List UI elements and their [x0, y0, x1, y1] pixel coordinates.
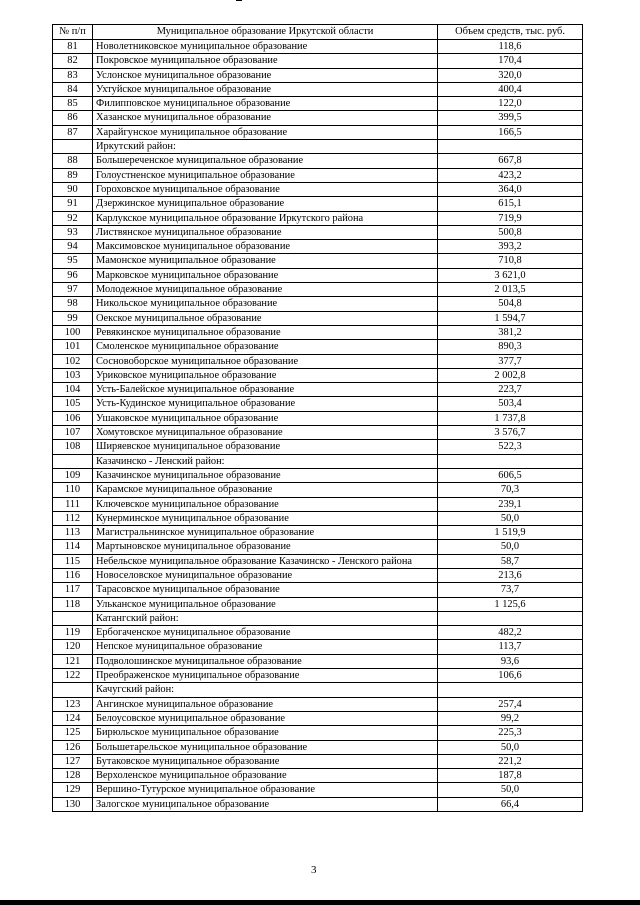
amount-value: 106,6 [438, 669, 583, 683]
municipality-name: Харайгунское муниципальное образование [93, 125, 438, 139]
row-number: 107 [53, 426, 93, 440]
amount-value: 257,4 [438, 697, 583, 711]
table-row [53, 754, 583, 768]
amount-value: 225,3 [438, 726, 583, 740]
section-number-cell [53, 611, 93, 625]
table-row [53, 426, 583, 440]
municipality-name: Никольское муниципальное образование [93, 297, 438, 311]
row-number: 108 [53, 440, 93, 454]
row-number: 118 [53, 597, 93, 611]
table-row [53, 654, 583, 668]
amount-value: 1 125,6 [438, 597, 583, 611]
header-amount: Объем средств, тыс. руб. [438, 25, 583, 40]
municipality-name: Уриковское муниципальное образование [93, 368, 438, 382]
district-heading: Иркутский район: [93, 140, 438, 154]
header-municipality: Муниципальное образование Иркутской области [93, 25, 438, 40]
amount-value: 1 519,9 [438, 526, 583, 540]
amount-value: 482,2 [438, 626, 583, 640]
municipality-name: Усть-Кудинское муниципальное образование [93, 397, 438, 411]
municipality-name: Покровское муниципальное образование [93, 54, 438, 68]
table-row [53, 325, 583, 339]
municipality-name: Дзержинское муниципальное образование [93, 197, 438, 211]
district-section-row [53, 611, 583, 625]
table-row [53, 526, 583, 540]
table-row [53, 268, 583, 282]
top-scan-mark [236, 0, 242, 1]
row-number: 128 [53, 769, 93, 783]
row-number: 123 [53, 697, 93, 711]
table-row [53, 111, 583, 125]
municipality-name: Казачинское муниципальное образование [93, 468, 438, 482]
row-number: 91 [53, 197, 93, 211]
row-number: 86 [53, 111, 93, 125]
table-row [53, 483, 583, 497]
table-row [53, 511, 583, 525]
municipality-name: Ербогаченское муниципальное образование [93, 626, 438, 640]
amount-value: 122,0 [438, 97, 583, 111]
section-value-cell [438, 140, 583, 154]
table-row [53, 669, 583, 683]
municipality-name: Ключевское муниципальное образование [93, 497, 438, 511]
amount-value: 113,7 [438, 640, 583, 654]
table-row [53, 583, 583, 597]
row-number: 113 [53, 526, 93, 540]
amount-value: 1 594,7 [438, 311, 583, 325]
municipality-name: Ухтуйское муниципальное образование [93, 82, 438, 96]
district-section-row [53, 454, 583, 468]
row-number: 88 [53, 154, 93, 168]
row-number: 109 [53, 468, 93, 482]
row-number: 98 [53, 297, 93, 311]
row-number: 130 [53, 797, 93, 811]
municipality-name: Большетарельское муниципальное образование [93, 740, 438, 754]
row-number: 117 [53, 583, 93, 597]
amount-value: 2 013,5 [438, 283, 583, 297]
amount-value: 381,2 [438, 325, 583, 339]
row-number: 85 [53, 97, 93, 111]
table-row [53, 340, 583, 354]
municipality-name: Ушаковское муниципальное образование [93, 411, 438, 425]
row-number: 87 [53, 125, 93, 139]
municipality-name: Небельское муниципальное образование Казачинско - Ленского района [93, 554, 438, 568]
municipality-name: Бирюльское муниципальное образование [93, 726, 438, 740]
amount-value: 2 002,8 [438, 368, 583, 382]
amount-value: 3 576,7 [438, 426, 583, 440]
row-number: 92 [53, 211, 93, 225]
table-row [53, 254, 583, 268]
municipality-name: Кунерминское муниципальное образование [93, 511, 438, 525]
row-number: 112 [53, 511, 93, 525]
municipality-name: Услонское муниципальное образование [93, 68, 438, 82]
municipality-name: Филипповское муниципальное образование [93, 97, 438, 111]
amount-value: 719,9 [438, 211, 583, 225]
row-number: 104 [53, 383, 93, 397]
row-number: 120 [53, 640, 93, 654]
table-row [53, 697, 583, 711]
table-row [53, 168, 583, 182]
table-row [53, 297, 583, 311]
section-number-cell [53, 140, 93, 154]
table-row [53, 397, 583, 411]
amount-value: 615,1 [438, 197, 583, 211]
table-row [53, 568, 583, 582]
municipality-name: Тарасовское муниципальное образование [93, 583, 438, 597]
amount-value: 213,6 [438, 568, 583, 582]
municipality-name: Непское муниципальное образование [93, 640, 438, 654]
table-row [53, 411, 583, 425]
amount-value: 50,0 [438, 783, 583, 797]
amount-value: 710,8 [438, 254, 583, 268]
district-section-row [53, 683, 583, 697]
bottom-scan-edge [0, 900, 640, 905]
municipality-name: Голоустненское муниципальное образование [93, 168, 438, 182]
row-number: 101 [53, 340, 93, 354]
section-value-cell [438, 611, 583, 625]
table-row [53, 640, 583, 654]
municipality-name: Ревякинское муниципальное образование [93, 325, 438, 339]
municipality-name: Белоусовское муниципальное образование [93, 711, 438, 725]
municipality-name: Хазанское муниципальное образование [93, 111, 438, 125]
amount-value: 50,0 [438, 511, 583, 525]
row-number: 124 [53, 711, 93, 725]
amount-value: 320,0 [438, 68, 583, 82]
row-number: 95 [53, 254, 93, 268]
municipality-name: Ширяевское муниципальное образование [93, 440, 438, 454]
table-row [53, 368, 583, 382]
section-value-cell [438, 683, 583, 697]
table-row [53, 626, 583, 640]
row-number: 116 [53, 568, 93, 582]
row-number: 115 [53, 554, 93, 568]
row-number: 99 [53, 311, 93, 325]
table-row [53, 82, 583, 96]
amount-value: 70,3 [438, 483, 583, 497]
row-number: 82 [53, 54, 93, 68]
row-number: 110 [53, 483, 93, 497]
table-row [53, 740, 583, 754]
amount-value: 503,4 [438, 397, 583, 411]
municipality-name: Ульканское муниципальное образование [93, 597, 438, 611]
amount-value: 522,3 [438, 440, 583, 454]
row-number: 114 [53, 540, 93, 554]
amount-value: 50,0 [438, 540, 583, 554]
municipality-name: Мартыновское муниципальное образование [93, 540, 438, 554]
row-number: 129 [53, 783, 93, 797]
row-number: 89 [53, 168, 93, 182]
table-row [53, 354, 583, 368]
amount-value: 221,2 [438, 754, 583, 768]
municipality-name: Новолетниковское муниципальное образование [93, 40, 438, 54]
section-value-cell [438, 454, 583, 468]
table-row [53, 769, 583, 783]
amount-value: 364,0 [438, 182, 583, 196]
amount-value: 118,6 [438, 40, 583, 54]
amount-value: 170,4 [438, 54, 583, 68]
municipality-name: Оекское муниципальное образование [93, 311, 438, 325]
municipality-name: Смоленское муниципальное образование [93, 340, 438, 354]
header-number: № п/п [53, 25, 93, 40]
table-row [53, 554, 583, 568]
table-row [53, 211, 583, 225]
municipality-name: Усть-Балейское муниципальное образование [93, 383, 438, 397]
municipality-name: Хомутовское муниципальное образование [93, 426, 438, 440]
table-row [53, 311, 583, 325]
amount-value: 890,3 [438, 340, 583, 354]
district-heading: Катангский район: [93, 611, 438, 625]
row-number: 125 [53, 726, 93, 740]
amount-value: 166,5 [438, 125, 583, 139]
municipality-name: Большереченское муниципальное образование [93, 154, 438, 168]
row-number: 97 [53, 283, 93, 297]
table-row [53, 383, 583, 397]
row-number: 111 [53, 497, 93, 511]
amount-value: 93,6 [438, 654, 583, 668]
row-number: 119 [53, 626, 93, 640]
municipality-name: Бутаковское муниципальное образование [93, 754, 438, 768]
table-row [53, 540, 583, 554]
amount-value: 187,8 [438, 769, 583, 783]
row-number: 102 [53, 354, 93, 368]
table-body [53, 40, 583, 812]
row-number: 100 [53, 325, 93, 339]
amount-value: 393,2 [438, 240, 583, 254]
amount-value: 606,5 [438, 468, 583, 482]
row-number: 90 [53, 182, 93, 196]
section-number-cell [53, 683, 93, 697]
table-row [53, 54, 583, 68]
row-number: 121 [53, 654, 93, 668]
district-heading: Качугский район: [93, 683, 438, 697]
table-row [53, 125, 583, 139]
municipality-name: Гороховское муниципальное образование [93, 182, 438, 196]
municipality-name: Молодежное муниципальное образование [93, 283, 438, 297]
amount-value: 223,7 [438, 383, 583, 397]
amount-value: 58,7 [438, 554, 583, 568]
municipality-name: Новоселовское муниципальное образование [93, 568, 438, 582]
municipality-name: Верхоленское муниципальное образование [93, 769, 438, 783]
amount-value: 667,8 [438, 154, 583, 168]
table-row [53, 68, 583, 82]
row-number: 103 [53, 368, 93, 382]
table-row [53, 154, 583, 168]
table-row [53, 182, 583, 196]
municipality-name: Мамонское муниципальное образование [93, 254, 438, 268]
municipality-name: Преображенское муниципальное образование [93, 669, 438, 683]
table-row [53, 40, 583, 54]
amount-value: 66,4 [438, 797, 583, 811]
amount-value: 3 621,0 [438, 268, 583, 282]
municipality-name: Карлукское муниципальное образование Иркутского района [93, 211, 438, 225]
row-number: 122 [53, 669, 93, 683]
amount-value: 500,8 [438, 225, 583, 239]
page-number: 3 [311, 864, 317, 876]
table-row [53, 240, 583, 254]
amount-value: 423,2 [438, 168, 583, 182]
row-number: 84 [53, 82, 93, 96]
row-number: 127 [53, 754, 93, 768]
amount-value: 399,5 [438, 111, 583, 125]
table-row [53, 783, 583, 797]
row-number: 83 [53, 68, 93, 82]
municipality-name: Залогское муниципальное образование [93, 797, 438, 811]
municipality-name: Карамское муниципальное образование [93, 483, 438, 497]
table-row [53, 711, 583, 725]
table-row [53, 283, 583, 297]
amount-value: 239,1 [438, 497, 583, 511]
municipality-name: Подволошинское муниципальное образование [93, 654, 438, 668]
municipality-name: Сосновоборское муниципальное образование [93, 354, 438, 368]
row-number: 96 [53, 268, 93, 282]
district-section-row [53, 140, 583, 154]
amount-value: 99,2 [438, 711, 583, 725]
district-heading: Казачинско - Ленский район: [93, 454, 438, 468]
section-number-cell [53, 454, 93, 468]
table-row [53, 225, 583, 239]
municipality-name: Листвянское муниципальное образование [93, 225, 438, 239]
table-row [53, 97, 583, 111]
table-row [53, 497, 583, 511]
table-row [53, 797, 583, 811]
amount-value: 504,8 [438, 297, 583, 311]
amount-value: 50,0 [438, 740, 583, 754]
table-header-row [53, 25, 583, 40]
table-row [53, 197, 583, 211]
amount-value: 73,7 [438, 583, 583, 597]
amount-value: 400,4 [438, 82, 583, 96]
table-row [53, 468, 583, 482]
municipality-name: Марковское муниципальное образование [93, 268, 438, 282]
allocation-table [52, 24, 583, 812]
row-number: 105 [53, 397, 93, 411]
municipality-name: Вершино-Тутурское муниципальное образование [93, 783, 438, 797]
row-number: 106 [53, 411, 93, 425]
row-number: 81 [53, 40, 93, 54]
municipality-name: Максимовское муниципальное образование [93, 240, 438, 254]
table-row [53, 597, 583, 611]
municipality-name: Магистральнинское муниципальное образование [93, 526, 438, 540]
row-number: 126 [53, 740, 93, 754]
amount-value: 1 737,8 [438, 411, 583, 425]
municipality-name: Ангинское муниципальное образование [93, 697, 438, 711]
row-number: 94 [53, 240, 93, 254]
table-row [53, 440, 583, 454]
table-row [53, 726, 583, 740]
amount-value: 377,7 [438, 354, 583, 368]
row-number: 93 [53, 225, 93, 239]
